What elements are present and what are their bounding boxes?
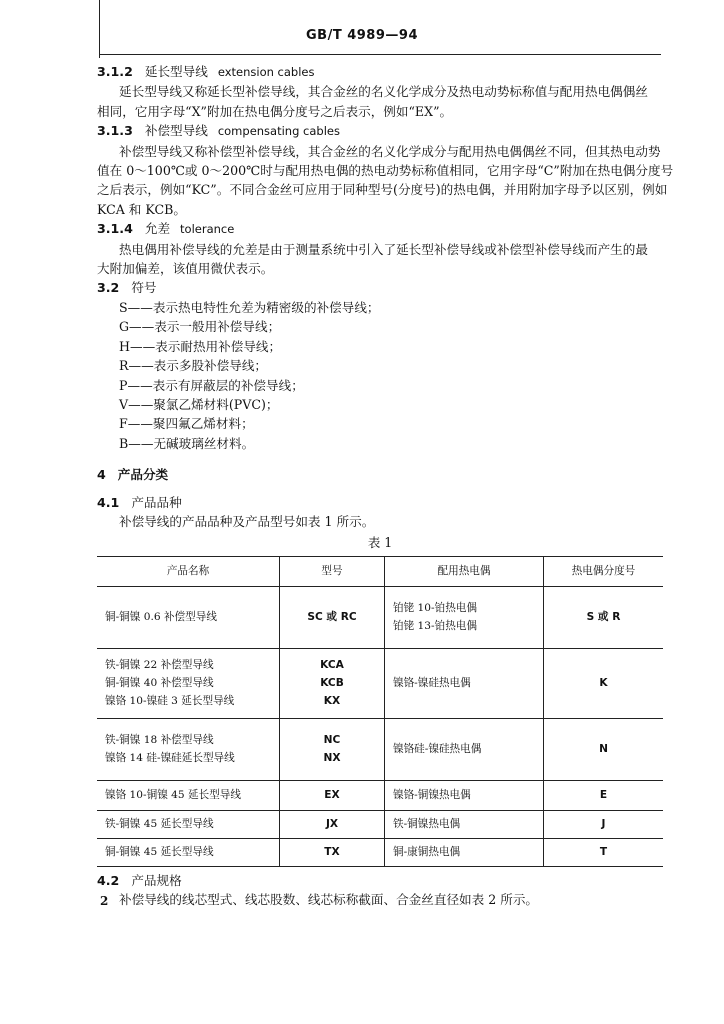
symbol-item: F——聚四氟乙烯材料；: [119, 416, 254, 432]
section-number: 3.2: [97, 280, 120, 296]
model-cell: [280, 648, 385, 718]
paragraph-line: 补偿导线的产品品种及产品型号如表 1 所示。: [119, 513, 375, 529]
model-cell-line: SC 或 RC: [307, 611, 357, 624]
thermocouple-cell-line: 镍铬-镍硅热电偶: [393, 677, 471, 690]
product-name-cell-line: 铁-铜镍 45 延长型导线: [105, 818, 214, 831]
graduation-cell: N: [544, 718, 664, 780]
symbol-item: V——聚氯乙烯材料(PVC)；: [119, 396, 279, 412]
column-header: 型号: [280, 556, 385, 586]
product-name-cell: [97, 648, 280, 718]
product-name-cell-line: 铜-铜镍 0.6 补偿型导线: [105, 611, 217, 624]
section-3-1-2-heading: [97, 62, 663, 82]
model-cell: [280, 586, 385, 648]
paragraph-line: 延长型导线又称延长型补偿导线，其合金丝的名义化学成分及热电动势标称值与配用热电偶偶丝: [119, 84, 648, 100]
product-name-cell-line: 铜-铜镍 40 补偿型导线: [105, 677, 214, 690]
model-cell-line: KCA: [320, 659, 344, 672]
symbol-item: P——表示有屏蔽层的补偿导线；: [119, 377, 304, 393]
section-4-1-heading: [97, 493, 663, 512]
section-title: 产品品种: [131, 494, 182, 510]
table-caption: 表 1: [367, 535, 393, 551]
product-name-cell: [97, 586, 280, 648]
thermocouple-cell-line: 铂铑 10-铂热电偶: [393, 602, 477, 615]
section-4-2-heading: [97, 871, 663, 890]
thermocouple-cell-line: 铜-康铜热电偶: [393, 846, 461, 859]
section-title-en: compensating cables: [217, 124, 340, 139]
section-3-1-3-heading: [97, 121, 663, 141]
thermocouple-cell: [385, 648, 544, 718]
symbol-item: H——表示耐热用补偿导线；: [119, 338, 282, 354]
paragraph-line: 大附加偏差，该值用微伏表示。: [97, 261, 274, 277]
section-title: 符号: [131, 280, 157, 296]
table-row: [97, 586, 663, 648]
chapter-number: 4: [97, 467, 106, 483]
thermocouple-cell: [385, 810, 544, 838]
section-number: 3.1.4: [97, 221, 133, 237]
table-row: [97, 780, 663, 810]
symbol-item: S——表示热电特性允差为精密级的补偿导线；: [119, 299, 380, 315]
table-row: [97, 718, 663, 780]
model-cell-line: KX: [323, 695, 341, 708]
thermocouple-cell-line: 镍铬硅-镍硅热电偶: [393, 743, 482, 756]
thermocouple-cell: [385, 586, 544, 648]
model-cell-line: EX: [324, 789, 340, 802]
section-number: 3.1.2: [97, 64, 133, 79]
model-cell: [280, 838, 385, 866]
graduation-cell: J: [544, 810, 664, 838]
paragraph-line: KCA 和 KCB。: [97, 201, 186, 217]
model-cell: [280, 718, 385, 780]
section-title: 延长型导线: [144, 64, 208, 79]
model-cell-line: NX: [323, 752, 341, 765]
thermocouple-cell-line: 铁-铜镍热电偶: [393, 818, 461, 831]
thermocouple-cell-line: 铂铑 13-铂热电偶: [393, 620, 477, 633]
section-number: 4.1: [97, 494, 120, 510]
product-table: [97, 556, 663, 867]
product-name-cell: [97, 810, 280, 838]
section-number: 3.1.3: [97, 123, 133, 139]
paragraph-line: 补偿型导线又称补偿型补偿导线，其合金丝的名义化学成分与配用热电偶偶丝不同，但其热电动势: [119, 143, 661, 159]
graduation-cell: K: [544, 648, 664, 718]
thermocouple-cell-line: 镍铬-铜镍热电偶: [393, 789, 471, 802]
thermocouple-cell: [385, 780, 544, 810]
product-name-cell-line: 铁-铜镍 22 补偿型导线: [105, 659, 214, 672]
section-title-en: tolerance: [180, 222, 235, 237]
section-title: 允差: [144, 221, 171, 237]
thermocouple-cell: [385, 838, 544, 866]
model-cell: [280, 810, 385, 838]
graduation-cell: T: [544, 838, 664, 866]
product-name-cell-line: 铜-铜镍 45 延长型导线: [105, 846, 214, 859]
column-header: 配用热电偶: [385, 556, 544, 586]
thermocouple-cell: [385, 718, 544, 780]
paragraph-line: 相同，它用字母“X”附加在热电偶分度号之后表示，例如“EX”。: [97, 103, 453, 119]
section-title: 产品规格: [131, 872, 182, 888]
section-3-2-heading: [97, 278, 663, 297]
standard-header: GB/T 4989—94: [306, 28, 418, 43]
table-row: [97, 648, 663, 718]
symbol-item: G——表示一般用补偿导线；: [119, 319, 281, 335]
column-header: 产品名称: [97, 556, 280, 586]
product-name-cell-line: 镍铬 10-铜镍 45 延长型导线: [105, 789, 241, 802]
symbol-item: B——无碱玻璃丝材料。: [119, 435, 255, 451]
graduation-cell: E: [544, 780, 664, 810]
main-content: [97, 62, 674, 910]
symbol-item: R——表示多股补偿导线；: [119, 358, 268, 374]
model-cell-line: JX: [325, 818, 339, 831]
page-number: 2: [100, 894, 109, 908]
section-3-1-4-heading: [97, 219, 663, 239]
table-row: [97, 810, 663, 838]
chapter-4-heading: [97, 465, 663, 484]
chapter-title: 产品分类: [117, 467, 169, 483]
table-row: [97, 838, 663, 866]
paragraph-line: 之后表示，例如“KC”。不同合金丝可应用于同种型号(分度号)的热电偶，并用附加字母予以区别，例如: [97, 182, 668, 198]
product-name-cell-line: 铁-铜镍 18 补偿型导线: [105, 734, 214, 747]
paragraph-line: 补偿导线的线芯型式、线芯股数、线芯标称截面、合金丝直径如表 2 所示。: [119, 892, 539, 908]
header-rule: [99, 54, 661, 55]
graduation-cell: S 或 R: [544, 586, 664, 648]
product-name-cell: [97, 718, 280, 780]
model-cell: [280, 780, 385, 810]
paragraph-line: 热电偶用补偿导线的允差是由于测量系统中引入了延长型补偿导线或补偿型补偿导线而产生的最: [119, 241, 648, 257]
product-name-cell-line: 镍铬 14 硅-镍硅延长型导线: [105, 752, 235, 765]
table-header-row: [97, 556, 663, 586]
paragraph-line: 值在 0～100℃或 0～200℃时与配用热电偶的热电动势标称值相同，它用字母“C”附加在热电偶分度号: [97, 163, 674, 179]
model-cell-line: TX: [324, 846, 340, 859]
section-title: 补偿型导线: [144, 123, 208, 139]
model-cell-line: NC: [323, 734, 341, 747]
column-header: 热电偶分度号: [544, 556, 664, 586]
section-number: 4.2: [97, 872, 120, 888]
product-name-cell: [97, 780, 280, 810]
section-title-en: extension cables: [217, 65, 315, 79]
model-cell-line: KCB: [320, 677, 344, 690]
product-name-cell: [97, 838, 280, 866]
product-name-cell-line: 镍铬 10-镍硅 3 延长型导线: [105, 695, 235, 708]
